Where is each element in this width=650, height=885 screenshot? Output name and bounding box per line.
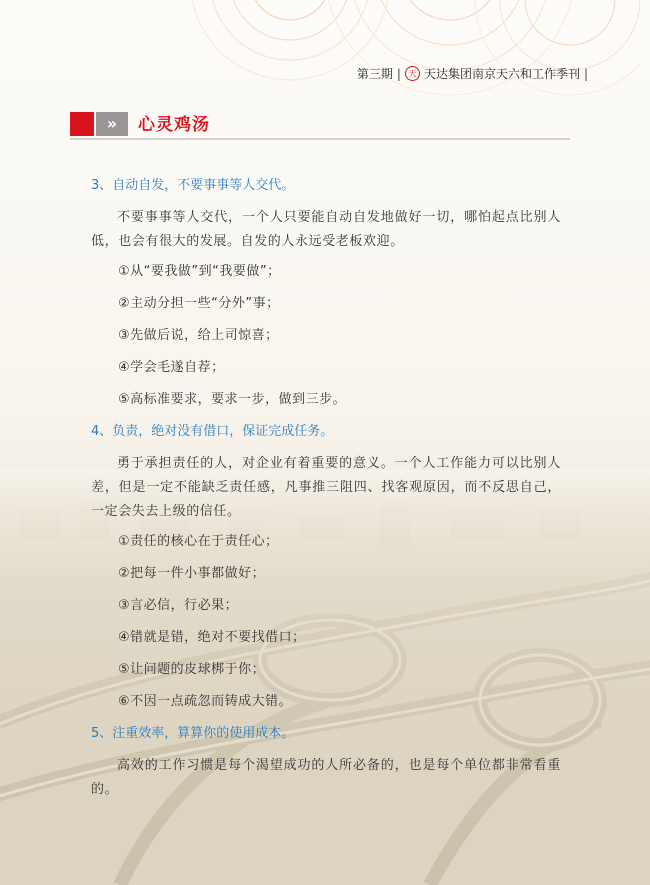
header-separator-end: | xyxy=(583,66,588,81)
subheading-4: 4、负责，绝对没有借口，保证完成任务。 xyxy=(91,424,334,439)
double-chevron-icon: » xyxy=(96,112,128,136)
list-item: ③言必信，行必果； xyxy=(118,598,239,613)
company-logo-icon: 天 xyxy=(405,66,420,81)
list-item: ①从“要我做”到“我要做”； xyxy=(118,264,281,279)
header-separator: | xyxy=(396,66,401,81)
list-item: ①责任的核心在于责任心； xyxy=(118,534,279,549)
list-item: ⑤让问题的皮球梆于你； xyxy=(118,662,266,677)
list-item: ②把每一件小事都做好； xyxy=(118,566,266,581)
list-item: ⑤高标准要求，要求一步，做到三步。 xyxy=(118,392,347,407)
list-item: ③先做后说，给上司惊喜； xyxy=(118,328,279,343)
red-accent-block xyxy=(70,112,94,136)
paragraph-5: 高效的工作习惯是每个渴望成功的人所必备的，也是每个单位都非常看重的。 xyxy=(91,758,561,797)
section-title: 心灵鸡汤 xyxy=(138,115,210,135)
publication-header xyxy=(357,65,588,82)
list-item: ④学会毛遂自荐； xyxy=(118,360,225,375)
paragraph-4: 勇于承担责任的人，对企业有着重要的意义。一个人工作能力可以比别人差，但是一定不能缺乏责任感，凡事推三阻四、找客观原因，而不反思自己，一定会失去上级的信任。 xyxy=(91,456,561,519)
subheading-5: 5、注重效率，算算你的使用成本。 xyxy=(91,726,295,741)
issue-number: 第三期 xyxy=(356,67,393,81)
paragraph-3: 不要事事等人交代，一个人只要能自动自发地做好一切，哪怕起点比别人低，也会有很大的发展。自发的人永远受老板欢迎。 xyxy=(91,210,561,249)
list-item: ②主动分担一些“分外”事； xyxy=(118,296,280,311)
subheading-3: 3、自动自发，不要事事等人交代。 xyxy=(91,178,295,193)
article-body xyxy=(91,176,561,808)
list-item: ④错就是错，绝对不要找借口； xyxy=(118,630,306,645)
list-item: ⑥不因一点疏忽而铸成大错。 xyxy=(118,694,293,709)
publication-name: 天达集团南京天六和工作季刊 xyxy=(423,67,580,81)
section-banner xyxy=(70,112,570,140)
